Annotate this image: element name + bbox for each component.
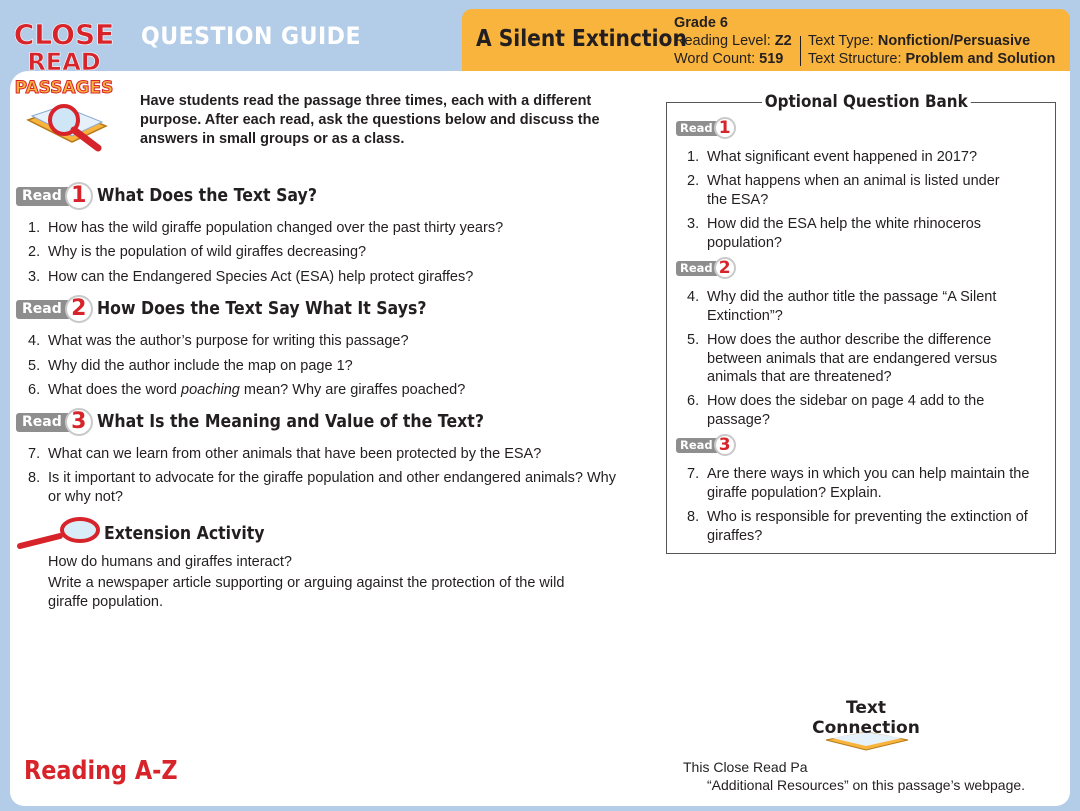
text-structure: Text Structure: Problem and Solution <box>808 51 1056 67</box>
bank-question-item: 2. What happens when an animal is listed under the ESA? <box>687 173 1000 208</box>
bank-question-item: 5. How does the author describe the difference between animals that are endangered versus animals that are threatened? <box>687 332 998 385</box>
read-badge-3 <box>16 408 93 436</box>
guide-title: QUESTION GUIDE <box>141 22 362 50</box>
bank-read-badge-1 <box>676 117 736 139</box>
logo-text-close: CLOSE <box>14 18 114 51</box>
question-item: 3. How can the Endangered Species Act (ESA) help protect giraffes? <box>28 269 474 285</box>
extension-line: Write a newspaper article supporting or arguing against the protection of the wild giraffe population. <box>48 575 565 610</box>
info-divider <box>800 36 801 66</box>
text-connection-logo <box>804 696 928 756</box>
bank-question-item: 3. How did the ESA help the white rhinoceros population? <box>687 216 982 251</box>
extension-line: How do humans and giraffes interact? <box>48 554 292 570</box>
read-badge-number: 1 <box>714 117 736 139</box>
section-read-1 <box>16 182 341 210</box>
emphasized-word: poaching <box>181 382 240 398</box>
grade-label: Grade 6 <box>674 15 728 31</box>
bank-read-badge-2 <box>676 257 736 279</box>
logo-text-passages: PASSAGES <box>14 78 114 98</box>
read-badge-2 <box>16 295 93 323</box>
footer-text: This Close Read Pa <box>683 759 808 775</box>
read-badge-number: 3 <box>65 408 93 436</box>
read-badge-number: 2 <box>65 295 93 323</box>
section-title: What Is the Meaning and Value of the Text? <box>96 412 484 432</box>
bank-read-badge-3 <box>676 434 736 456</box>
question-item: 8. Is it important to advocate for the giraffe population and other endangered animals? Why or why not? <box>28 470 616 505</box>
reading-level: Reading Level: Z2 <box>674 33 792 49</box>
bank-question-item: 7. Are there ways in which you can help maintain the giraffe population? Explain. <box>687 466 1030 501</box>
bank-question-item: 6. How does the sidebar on page 4 add to the passage? <box>687 393 985 428</box>
section-read-3 <box>16 408 527 436</box>
section-read-2 <box>16 295 463 323</box>
read-badge-number: 3 <box>714 434 736 456</box>
footer-text: “Additional Resources” on this passage’s webpage. <box>707 777 1026 793</box>
read-badge-label: Read <box>16 413 70 432</box>
section-title: How Does the Text Say What It Says? <box>96 299 427 319</box>
magnifier-icon <box>16 516 102 552</box>
question-item: 2. Why is the population of wild giraffes decreasing? <box>28 244 367 260</box>
question-item: 5. Why did the author include the map on page 1? <box>28 358 353 374</box>
question-item: 1. How has the wild giraffe population changed over the past thirty years? <box>28 220 504 236</box>
read-badge-label: Read <box>676 438 719 453</box>
word-count: Word Count: 519 <box>674 51 784 67</box>
intro-text: Have students read the passage three times, each with a different purpose. After each read, ask the questions below and discuss the answers in small groups or as a class. <box>140 93 600 147</box>
passage-title: A Silent Extinction <box>476 26 687 52</box>
question-item: 4. What was the author’s purpose for writing this passage? <box>28 333 409 349</box>
question-bank-title: Optional Question Bank <box>762 92 970 111</box>
bank-question-item: 1. What significant event happened in 2017? <box>687 149 978 165</box>
read-badge-number: 1 <box>65 182 93 210</box>
read-badge-label: Read <box>676 261 719 276</box>
close-read-passages-logo <box>14 16 114 156</box>
reading-az-logo: Reading A-Z <box>24 756 178 786</box>
text-type: Text Type: Nonfiction/Persuasive <box>808 33 1031 49</box>
question-item: 7. What can we learn from other animals that have been protected by the ESA? <box>28 446 542 462</box>
logo-text-read: READ <box>27 48 101 76</box>
read-badge-1 <box>16 182 93 210</box>
bank-question-item: 8. Who is responsible for preventing the extinction of giraffes? <box>687 509 1028 544</box>
tc-logo-text: Text <box>846 698 886 718</box>
read-badge-number: 2 <box>714 257 736 279</box>
question-item: 6. What does the word poaching mean? Why are giraffes poached? <box>28 382 466 398</box>
bank-question-item: 4. Why did the author title the passage “A Silent Extinction”? <box>687 289 997 324</box>
tc-logo-text: Connection <box>812 718 920 738</box>
extension-title: Extension Activity <box>104 524 265 544</box>
read-badge-label: Read <box>16 187 70 206</box>
section-title: What Does the Text Say? <box>96 186 317 206</box>
read-badge-label: Read <box>16 300 70 319</box>
read-badge-label: Read <box>676 121 719 136</box>
